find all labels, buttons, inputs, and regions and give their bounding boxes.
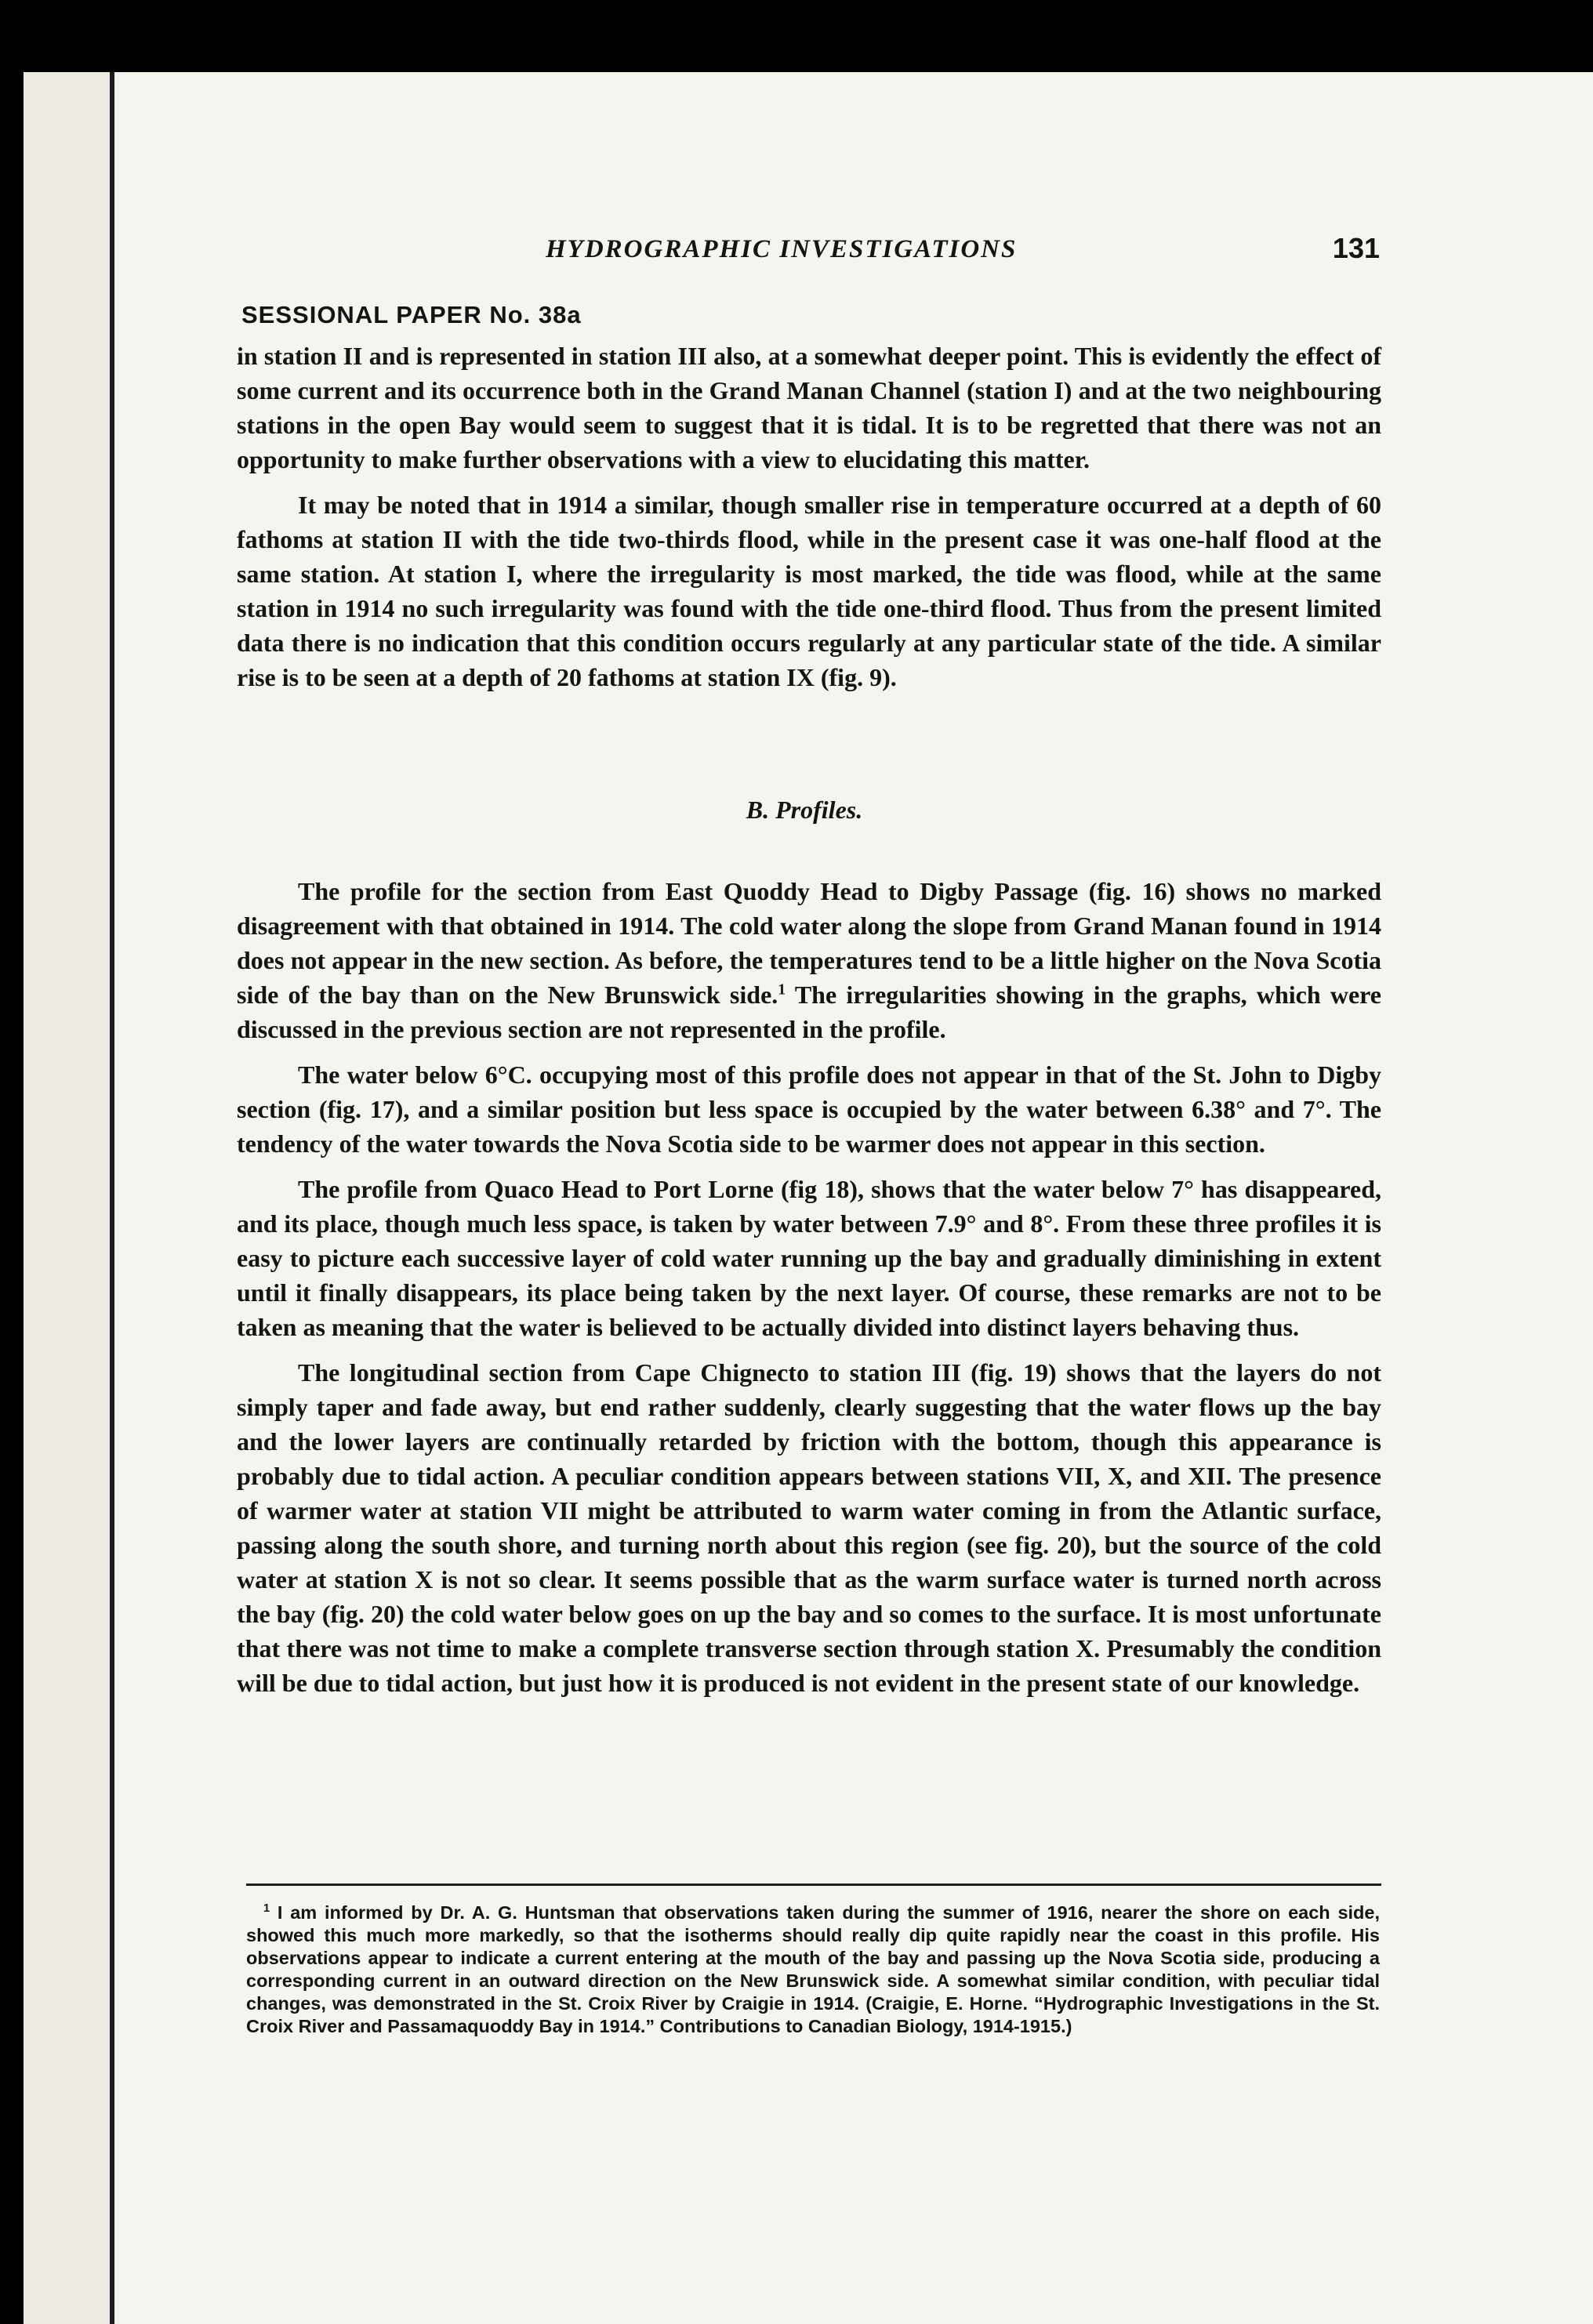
- running-head: HYDROGRAPHIC INVESTIGATIONS: [546, 235, 1018, 263]
- paragraph: The water below 6°C. occupying most of this profile does not appear in that of the St. John to Digby section (fig. 17), and a similar position but less space is occupied by the water between 6.38° and 7°. The tendency of the water towards the Nova Scotia side to be warmer does not appear in this section.: [237, 1060, 1381, 1158]
- footnote-text: I am informed by Dr. A. G. Huntsman that observations taken during the summer of 1916, nearer the shore on each side, showed this much more markedly, so that the isotherms should really dip quite rapidly near the coast in this profile. His observations appear to indicate a current entering at the mouth of the bay and passing up the Nova Scotia side, producing a corresponding current in an outward direction on the New Brunswick side. A somewhat similar condition, with peculiar tidal changes, was demonstrated in the St. Croix River by Craigie in 1914. (Craigie, E. Horne. “Hydrographic Investigations in the St. Croix River and Passamaquoddy Bay in 1914.” Contributions to Canadian Biology, 1914-1915.): [246, 1902, 1381, 2036]
- footnote-reference[interactable]: 1: [778, 981, 786, 999]
- binding-gutter: [110, 72, 114, 2324]
- section-heading: B. Profiles.: [746, 796, 863, 824]
- paragraph: It may be noted that in 1914 a similar, though smaller rise in temperature occurred at a depth of 60 fathoms at station II with the tide two-thirds flood, while in the present case it was one-half flood at the same station. At station I, where the irregularity is most marked, the tide was flood, while at the same station in 1914 no such irregularity was found with the tide one-third flood. Thus from the present limited data there is no indication that this condition occurs regularly at any particular state of the tide. A similar rise is to be seen at a depth of 20 fathoms at station IX (fig. 9).: [237, 491, 1381, 691]
- paragraph-text: The irregularities showing in the graphs, which were discussed in the previous section are not represented in the profile.: [237, 981, 1382, 1043]
- footnote: [246, 1902, 1380, 2038]
- footnote-mark: 1: [263, 1902, 270, 1916]
- scan-top-border: [0, 0, 1593, 72]
- scan-edge: [0, 0, 24, 2324]
- paragraph: The longitudinal section from Cape Chignecto to station III (fig. 19) shows that the layers do not simply taper and fade away, but end rather suddenly, clearly suggesting that the water flows up the bay and the lower layers are continually retarded by friction with the bottom, though this appearance is probably due to tidal action. A peculiar condition appears between stations VII, X, and XII. The presence of warmer water at station VII might be attributed to warm water coming in from the Atlantic surface, passing along the south shore, and turning north about this region (see fig. 20), but the source of the cold water at station X is not so clear. It seems possible that as the warm surface water is turned north across the bay (fig. 20) the cold water below goes on up the bay and so comes to the surface. It is most unfortunate that there was not time to make a complete transverse section through station X. Presumably the condition will be due to tidal action, but just how it is produced is not evident in the present state of our knowledge.: [237, 1358, 1381, 1697]
- section-a-continued: [237, 339, 1381, 705]
- page-number: 131: [1332, 232, 1380, 264]
- section-b-body: [237, 874, 1381, 1711]
- sessional-paper-label: SESSIONAL PAPER No. 38a: [241, 301, 582, 328]
- footnote-divider: [246, 1883, 1381, 1886]
- paragraph: in station II and is represented in station III also, at a somewhat deeper point. This is evidently the effect of some current and its occurrence both in the Grand Manan Channel (station I) and at the two neighbouring stations in the open Bay would seem to suggest that it is tidal. It is to be regretted that there was not an opportunity to make further observations with a view to elucidating this matter.: [237, 342, 1381, 473]
- paragraph: The profile from Quaco Head to Port Lorne (fig 18), shows that the water below 7° has disappeared, and its place, though much less space, is taken by water between 7.9° and 8°. From these three profiles it is easy to picture each successive layer of cold water running up the bay and gradually diminishing in extent until it finally disappears, its place being taken by the next layer. Of course, these remarks are not to be taken as meaning that the water is believed to be actually divided into distinct layers behaving thus.: [237, 1175, 1381, 1341]
- paragraph-text: The profile for the section from East Quoddy Head to Digby Passage (fig. 16) shows no marked disagreement with that obtained in 1914. The cold water along the slope from Grand Manan found in 1914 does not appear in the new section. As before, the temperatures tend to be a little higher on the Nova Scotia side of the bay than on the New Brunswick side.: [237, 877, 1381, 1009]
- paragraph: [237, 874, 1381, 1046]
